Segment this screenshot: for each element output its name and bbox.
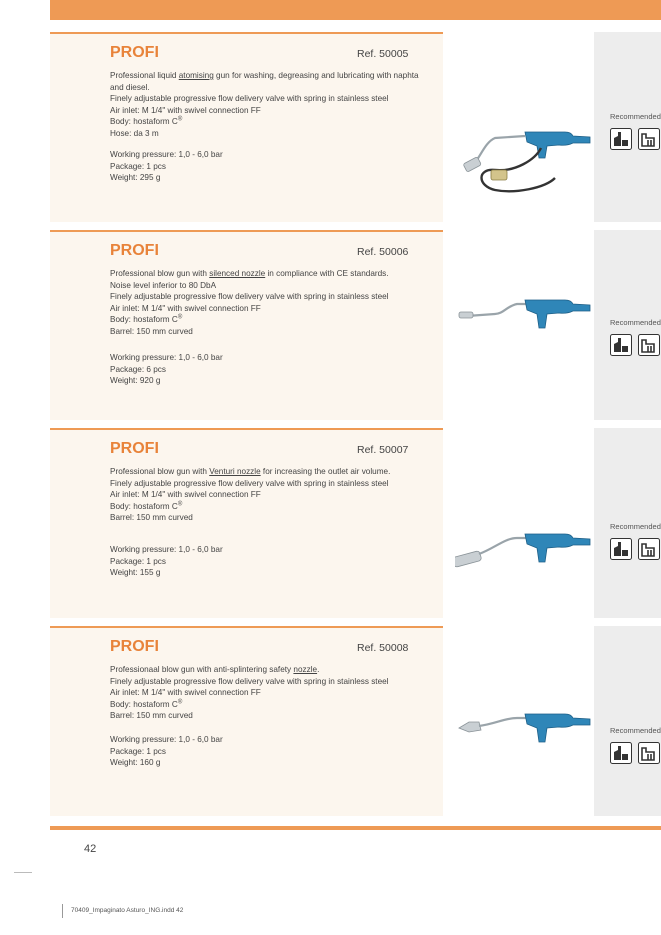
usage-icons	[610, 742, 661, 766]
product-specs	[110, 149, 223, 184]
product-title: PROFI	[110, 638, 159, 655]
slug-divider	[62, 904, 63, 918]
desc-text: Professionaal blow gun with anti-splintering safety	[110, 665, 294, 674]
spec-weight: Weight: 295 g	[110, 173, 161, 182]
usage-icons	[610, 538, 661, 562]
spec-pressure: Working pressure: 1,0 - 6,0 bar	[110, 735, 223, 744]
spec-package: Package: 1 pcs	[110, 161, 166, 171]
desc-text: Professional blow gun with	[110, 269, 210, 278]
product-image	[455, 294, 595, 349]
product-section	[50, 626, 661, 816]
bottom-accent-bar	[50, 826, 661, 830]
spec-pressure: Working pressure: 1,0 - 6,0 bar	[110, 150, 223, 159]
desc-body: Body: hostaform C	[110, 117, 178, 126]
desc-line: Air inlet: M 1/4" with swivel connection FF	[110, 105, 261, 115]
desc-line: Finely adjustable progressive flow delivery valve with spring in stainless steel	[110, 94, 389, 103]
product-section	[50, 230, 661, 420]
workshop-icon	[639, 129, 660, 150]
desc-text: Professional liquid	[110, 71, 179, 80]
product-card	[50, 626, 443, 816]
product-ref: Ref. 50006	[357, 246, 409, 258]
spec-package: Package: 6 pcs	[110, 364, 166, 374]
product-ref: Ref. 50007	[357, 444, 409, 456]
product-card	[50, 32, 443, 222]
product-specs	[110, 352, 223, 387]
product-specs	[110, 734, 223, 769]
workshop-icon	[639, 539, 660, 560]
reg-mark: ®	[177, 314, 183, 321]
desc-line: Barrel: 150 mm curved	[110, 326, 193, 336]
desc-line: Air inlet: M 1/4" with swivel connection FF	[110, 303, 261, 313]
usage-icons	[610, 128, 661, 152]
desc-body: Body: hostaform C	[110, 501, 178, 511]
product-section	[50, 32, 661, 222]
spec-package: Package: 1 pcs	[110, 746, 166, 756]
reg-mark: ®	[177, 116, 183, 123]
reg-mark: ®	[177, 698, 183, 705]
desc-text: Professional blow gun with	[110, 467, 210, 476]
product-image	[455, 112, 595, 207]
product-title: PROFI	[110, 440, 159, 457]
desc-text: for increasing the outlet air volume.	[260, 467, 391, 476]
spec-pressure: Working pressure: 1,0 - 6,0 bar	[110, 545, 223, 554]
desc-line: Hose: da 3 m	[110, 128, 159, 138]
recommended-label: Recommended	[610, 318, 661, 327]
desc-text: gun for washing, degreasing and lubricating with naphta and diesel.	[110, 71, 419, 92]
recommended-panel	[594, 428, 661, 618]
spec-weight: Weight: 160 g	[110, 758, 161, 767]
desc-line: Finely adjustable progressive flow delivery valve with spring in stainless steel	[110, 478, 389, 488]
product-title: PROFI	[110, 44, 159, 61]
file-slug: 70409_Impaginato Asturo_ING.indd 42	[71, 907, 184, 914]
product-card	[50, 428, 443, 618]
product-description	[110, 664, 430, 722]
industry-icon	[611, 743, 632, 764]
industry-icon	[611, 335, 632, 356]
industry-icon	[611, 129, 632, 150]
product-section	[50, 428, 661, 618]
spec-package: Package: 1 pcs	[110, 556, 166, 566]
product-title: PROFI	[110, 242, 159, 259]
desc-underlined: Venturi nozzle	[209, 467, 261, 476]
desc-text: in compliance with CE standards.	[265, 269, 389, 278]
desc-underlined: silenced nozzle	[209, 269, 266, 278]
product-image	[455, 708, 595, 763]
product-card	[50, 230, 443, 420]
crop-mark	[14, 872, 32, 873]
workshop-icon	[639, 335, 660, 356]
product-ref: Ref. 50008	[357, 642, 409, 654]
spec-pressure: Working pressure: 1,0 - 6,0 bar	[110, 353, 223, 362]
workshop-icon	[639, 743, 660, 764]
desc-line: Barrel: 150 mm curved	[110, 513, 193, 522]
desc-line: Noise level inferior to 80 DbA	[110, 280, 217, 290]
usage-icons	[610, 334, 661, 358]
spec-weight: Weight: 155 g	[110, 568, 161, 577]
desc-body: Body: hostaform C	[110, 315, 178, 324]
recommended-panel	[594, 626, 661, 816]
desc-body: Body: hostaform C	[110, 699, 178, 709]
desc-line: Finely adjustable progressive flow delivery valve with spring in stainless steel	[110, 676, 389, 686]
desc-line: Air inlet: M 1/4" with swivel connection FF	[110, 688, 261, 697]
desc-line: Finely adjustable progressive flow delivery valve with spring in stainless steel	[110, 292, 389, 301]
recommended-label: Recommended	[610, 112, 661, 121]
product-ref: Ref. 50005	[357, 48, 409, 60]
desc-underlined: nozzle	[293, 665, 318, 674]
top-accent-bar	[50, 0, 661, 20]
product-description	[110, 466, 430, 524]
spec-weight: Weight: 920 g	[110, 376, 161, 385]
desc-underlined: atomising	[178, 71, 214, 80]
desc-line: Air inlet: M 1/4" with swivel connection FF	[110, 490, 261, 499]
product-description	[110, 70, 430, 139]
recommended-panel	[594, 32, 661, 222]
product-image	[455, 528, 595, 583]
product-description	[110, 268, 430, 337]
desc-line: Barrel: 150 mm curved	[110, 711, 193, 720]
recommended-panel	[594, 230, 661, 420]
recommended-label: Recommended	[610, 726, 661, 735]
desc-text: .	[317, 665, 320, 674]
product-specs	[110, 544, 223, 579]
industry-icon	[611, 539, 632, 560]
recommended-label: Recommended	[610, 522, 661, 531]
reg-mark: ®	[177, 500, 183, 507]
page-number: 42	[84, 843, 97, 855]
